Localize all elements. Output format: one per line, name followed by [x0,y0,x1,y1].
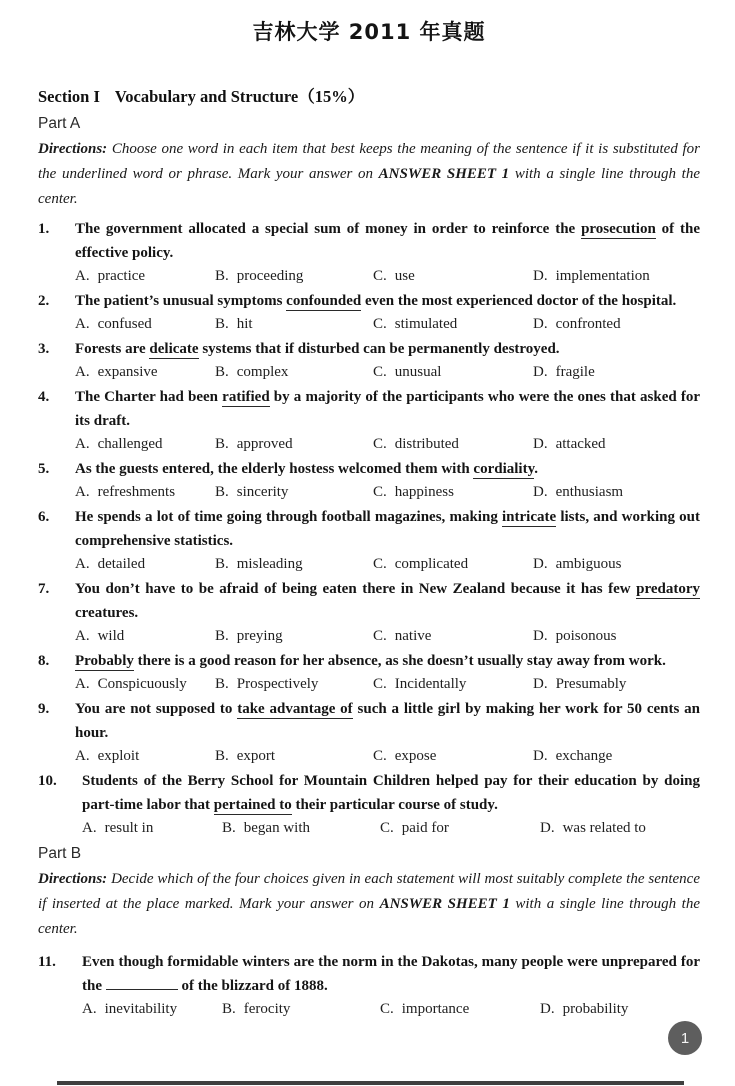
option-item [373,362,533,383]
option-item [373,434,533,455]
page-bottom-edge [57,1081,684,1085]
option-item [373,554,533,575]
option-item [533,554,700,575]
question-number: 11. [38,954,56,970]
option-letter: D. [533,556,548,572]
option-text: Prospectively [236,676,319,692]
question-item [38,577,700,647]
question-options [38,362,700,383]
option-text: began with [243,820,310,836]
text-segment: systems that if disturbed can be permanently destroyed. [198,341,560,357]
text-segment: Students of the Berry School for Mountain Children helped pay for their education by doing part-time labor that [82,773,700,813]
option-letter: A. [75,676,90,692]
option-text: confronted [555,316,621,332]
question-options [38,554,700,575]
question-text [38,950,700,998]
text-segment: You don’t have to be afraid of being eaten there in New Zealand because it has few [75,581,637,597]
option-letter: D. [533,748,548,764]
question-options [38,314,700,335]
option-text: result in [104,820,154,836]
underlined-word: predatory [636,581,700,597]
option-text: refreshments [97,484,176,500]
option-item [373,482,533,503]
option-text: implementation [555,268,650,284]
exam-page [0,16,735,1086]
directions-prefix: Directions: [38,871,108,887]
option-item [82,999,222,1020]
option-item [222,818,380,839]
underlined-word: cordiality [473,461,535,477]
option-letter: C. [380,820,394,836]
underlined-word: prosecution [581,221,656,237]
text-segment: The patient’s unusual symptoms [75,293,287,309]
option-letter: D. [533,676,548,692]
option-letter: B. [215,436,229,452]
option-item [540,999,700,1020]
part-b-question-list [38,950,700,1020]
option-text: fragile [555,364,595,380]
option-letter: C. [373,628,387,644]
question-text [38,457,700,481]
option-text: export [236,748,276,764]
option-text: misleading [236,556,303,572]
text-segment: You are not supposed to [75,701,238,717]
option-item [373,266,533,287]
section-heading-text: Vocabulary and Structure（15%） [114,87,365,106]
option-item [215,482,373,503]
question-text [38,337,700,361]
text-segment: ANSWER SHEET 1 [378,166,510,182]
blank-underline [106,976,178,990]
text-segment: Forests are [75,341,150,357]
text-segment: He spends a lot of time going through football magazines, making [75,509,503,525]
option-letter: B. [222,820,236,836]
text-segment: their particular course of study. [291,797,498,813]
option-text: Presumably [555,676,627,692]
option-letter: B. [215,316,229,332]
question-item [38,649,700,695]
option-item [533,314,700,335]
option-text: Incidentally [394,676,467,692]
option-text: exchange [555,748,613,764]
option-item [215,746,373,767]
option-letter: A. [75,268,90,284]
option-text: inevitability [104,1001,178,1017]
option-letter: B. [215,556,229,572]
option-text: complex [236,364,289,380]
option-text: distributed [394,436,459,452]
option-text: confused [97,316,152,332]
question-item [38,385,700,455]
option-item [373,674,533,695]
underlined-word: intricate [502,509,557,525]
question-text [38,649,700,673]
text-segment: ANSWER SHEET 1 [379,896,510,912]
option-letter: C. [373,484,387,500]
option-item [373,314,533,335]
option-text: wild [97,628,125,644]
option-letter: A. [82,1001,97,1017]
option-letter: A. [75,628,90,644]
option-item [215,674,373,695]
option-text: hit [236,316,253,332]
section-heading [38,83,700,107]
option-item [215,362,373,383]
text-segment: Even though formidable winters are the norm in the Dakotas, many people were unprepared for the [82,954,700,994]
option-item [75,554,215,575]
option-item [75,314,215,335]
option-letter: C. [373,676,387,692]
option-letter: C. [373,556,387,572]
option-text: approved [236,436,293,452]
option-text: detailed [97,556,146,572]
option-letter: A. [75,436,90,452]
question-text [38,217,700,265]
option-item [75,434,215,455]
page-number: 1 [680,1029,690,1047]
option-item [215,314,373,335]
option-text: challenged [97,436,163,452]
option-text: poisonous [555,628,617,644]
option-text: expose [394,748,437,764]
question-item [38,697,700,767]
option-letter: A. [75,484,90,500]
option-letter: D. [533,364,548,380]
option-item [75,674,215,695]
option-text: ambiguous [555,556,622,572]
question-text [38,769,700,817]
question-item [38,769,700,839]
option-letter: C. [373,436,387,452]
option-item [82,818,222,839]
option-item [533,362,700,383]
text-segment: with a single line through the center. [38,896,700,937]
option-item [533,626,700,647]
option-letter: A. [75,316,90,332]
option-text: proceeding [236,268,304,284]
option-text: preying [236,628,283,644]
question-number: 3. [38,341,50,357]
question-number: 7. [38,581,50,597]
underlined-word: ratified [222,389,270,405]
option-text: Conspicuously [97,676,187,692]
option-item [380,818,540,839]
text-segment: Decide which of the four choices given in each statement will most suitably complete the sentence if inserted at the place marked. Mark your answer on [38,871,700,912]
option-letter: C. [373,268,387,284]
option-letter: A. [82,820,97,836]
question-number: 5. [38,461,50,477]
question-item [38,457,700,503]
option-letter: C. [373,316,387,332]
text-segment: of the effective policy. [75,221,700,261]
question-item [38,950,700,1020]
option-text: expansive [97,364,158,380]
page-content [0,16,735,1020]
option-letter: C. [380,1001,394,1017]
text-segment: The Charter had been [75,389,223,405]
question-text [38,505,700,553]
option-item [533,746,700,767]
option-letter: B. [215,628,229,644]
option-text: was related to [562,820,646,836]
option-letter: B. [215,676,229,692]
option-text: importance [401,1001,470,1017]
question-number: 1. [38,221,50,237]
option-letter: D. [533,436,548,452]
option-item [533,674,700,695]
option-letter: D. [540,820,555,836]
option-text: sincerity [236,484,289,500]
option-item [533,434,700,455]
option-letter: D. [533,316,548,332]
question-options [38,434,700,455]
option-item [75,266,215,287]
question-text [38,697,700,745]
option-text: practice [97,268,146,284]
option-text: unusual [394,364,442,380]
option-letter: D. [533,628,548,644]
option-item [215,434,373,455]
text-segment: As the guests entered, the elderly hostess welcomed them with [75,461,474,477]
option-letter: C. [373,748,387,764]
question-options [38,482,700,503]
text-segment: Choose one word in each item that best keeps the meaning of the sentence if it is substituted for the underlined word or phrase. Mark your answer on [38,141,700,182]
option-item [540,818,700,839]
question-options [38,746,700,767]
text-segment: lists, and working out comprehensive statistics. [75,509,701,549]
part-b-label: Part B [38,845,82,862]
option-item [75,746,215,767]
underlined-word: take advantage of [237,701,353,717]
page-number-badge [668,1021,702,1055]
option-letter: A. [75,364,90,380]
question-text [38,289,700,313]
question-options [38,674,700,695]
section-heading-number: Section I [38,87,100,106]
text-segment: with a single line through the center. [38,166,701,207]
option-letter: A. [75,748,90,764]
option-text: ferocity [243,1001,291,1017]
underlined-word: delicate [149,341,199,357]
text-segment: even the most experienced doctor of the hospital. [361,293,677,309]
option-letter: B. [215,748,229,764]
text-segment: . [534,461,538,477]
option-letter: B. [222,1001,236,1017]
part-a-directions [38,137,700,212]
option-text: attacked [555,436,606,452]
text-segment: by a majority of the participants who were the ones that asked for its draft. [75,389,700,429]
option-text: complicated [394,556,469,572]
option-letter: D. [540,1001,555,1017]
option-text: probability [562,1001,629,1017]
part-a-question-list [38,217,700,839]
text-segment: creatures. [75,605,139,621]
option-item [373,626,533,647]
option-item [533,266,700,287]
part-b-directions [38,867,700,942]
option-item [380,999,540,1020]
text-segment: there is a good reason for her absence, as she doesn’t usually stay away from work. [133,653,666,669]
question-item [38,289,700,335]
page-title: 吉林大学 2011 年真题 [252,20,486,44]
question-options [38,999,700,1020]
option-item [373,746,533,767]
option-item [215,266,373,287]
underlined-word: Probably [75,653,134,669]
underlined-word: pertained to [213,797,292,813]
option-text: exploit [97,748,140,764]
option-text: happiness [394,484,454,500]
option-letter: C. [373,364,387,380]
text-segment: such a little girl by making her work for 50 cents an hour. [75,701,701,741]
question-options [38,818,700,839]
question-number: 9. [38,701,50,717]
question-item [38,217,700,287]
directions-prefix: Directions: [38,141,108,157]
option-text: stimulated [394,316,458,332]
question-item [38,505,700,575]
question-options [38,626,700,647]
question-text [38,385,700,433]
option-item [75,482,215,503]
underlined-word: confounded [286,293,362,309]
question-options [38,266,700,287]
option-item [533,482,700,503]
question-number: 10. [38,773,57,789]
question-number: 2. [38,293,50,309]
question-text [38,577,700,625]
part-a-label: Part A [38,115,81,132]
option-letter: B. [215,268,229,284]
option-item [215,554,373,575]
option-item [75,626,215,647]
option-text: paid for [401,820,449,836]
text-segment: The government allocated a special sum of money in order to reinforce the [75,221,582,237]
option-text: native [394,628,432,644]
option-item [75,362,215,383]
question-number: 8. [38,653,50,669]
question-item [38,337,700,383]
option-text: enthusiasm [555,484,624,500]
question-number: 4. [38,389,50,405]
option-letter: D. [533,484,548,500]
option-letter: D. [533,268,548,284]
option-letter: B. [215,484,229,500]
option-item [215,626,373,647]
option-letter: A. [75,556,90,572]
option-letter: B. [215,364,229,380]
option-item [222,999,380,1020]
option-text: use [394,268,415,284]
text-segment: of the blizzard of 1888. [177,978,328,994]
question-number: 6. [38,509,50,525]
